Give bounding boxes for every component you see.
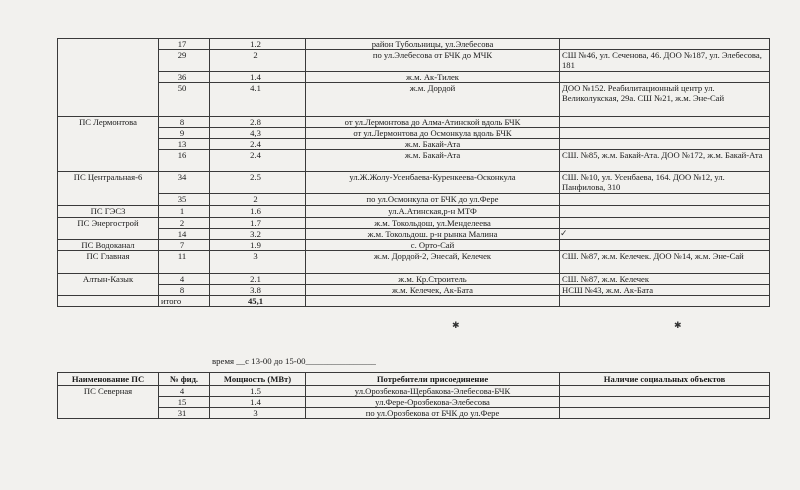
social-objects-cell [560,397,770,408]
ps-name-cell: ПС Северная [58,386,159,419]
ps-name-cell: ПС Главная [58,251,159,274]
table-row [58,194,770,206]
social-objects-cell: СШ. №87, ж.м. Келечек. ДОО №14, ж.м. Эне-Сай [560,251,770,274]
social-objects-cell [560,72,770,83]
fider-cell: 14 [159,229,210,240]
table-row [58,150,770,172]
power-cell: 2.5 [210,172,306,194]
fider-cell: 4 [159,274,210,285]
ps-name-cell: ПС Энергострой [58,218,159,240]
table-row [58,285,770,296]
social-objects-cell [560,218,770,229]
consumers-cell: по ул.Элебесова от БЧК до МЧК [306,50,560,72]
consumers-cell: по ул.Осмонкула от БЧК до ул.Фере [306,194,560,206]
ps-name-cell: ПС Лермонтова [58,117,159,172]
consumers-cell: ж.м. Келечек, Ак-Бата [306,285,560,296]
fider-cell: 16 [159,150,210,172]
header-consumers: Потребители присоединение [306,373,560,386]
total-label: итого [159,296,210,307]
social-objects-cell [560,39,770,50]
fider-cell: 31 [159,408,210,419]
power-cell: 2.8 [210,117,306,128]
fider-cell: 11 [159,251,210,274]
outage-table-main [57,38,770,307]
table-row [58,229,770,240]
social-objects-cell [560,117,770,128]
power-cell: 1.5 [210,386,306,397]
consumers-cell: район Тубольницы, ул.Элебесова [306,39,560,50]
fider-cell: 13 [159,139,210,150]
social-objects-cell: СШ №46, ул. Сеченова, 46. ДОО №187, ул. Элебесова, 181 [560,50,770,72]
ps-name-cell: ПС ГЭС3 [58,206,159,218]
consumers-cell: ж.м. Токольдош. р-н рынка Малина [306,229,560,240]
table-row [58,172,770,194]
total-empty-cell [58,296,159,307]
power-cell: 1.7 [210,218,306,229]
fider-cell: 2 [159,218,210,229]
fider-cell: 36 [159,72,210,83]
total-value: 45,1 [210,296,306,307]
social-objects-cell [560,240,770,251]
consumers-cell: с. Орто-Сай [306,240,560,251]
power-cell: 3 [210,408,306,419]
header-ps-name: Наименование ПС [58,373,159,386]
ps-name-cell: ПС Водоканал [58,240,159,251]
outage-table-second [57,372,770,419]
consumers-cell: ул.Ж.Жолу-Усенбаева-Куренкеева-Осконкула [306,172,560,194]
table-row [58,386,770,397]
ps-name-cell: ПС Центральная-6 [58,172,159,206]
consumers-cell: ул.Фере-Орозбекова-Элебесова [306,397,560,408]
consumers-cell: ж.м. Токольдош, ул.Менделеева [306,218,560,229]
power-cell: 3 [210,251,306,274]
ps-name-cell [58,39,159,117]
pen-mark: ✓ [560,228,568,238]
power-cell: 4,3 [210,128,306,139]
social-objects-cell [560,128,770,139]
total-row [58,296,770,307]
power-cell: 4.1 [210,83,306,117]
header-social: Наличие социальных объектов [560,373,770,386]
consumers-cell: ул.Орозбекова-Щербакова-Элебесова-БЧК [306,386,560,397]
consumers-cell: ж.м. Дордой-2, Энесай, Келечек [306,251,560,274]
table-row [58,408,770,419]
power-cell: 1.6 [210,206,306,218]
power-cell: 2.1 [210,274,306,285]
social-objects-cell [560,139,770,150]
header-power: Мощность (МВт) [210,373,306,386]
consumers-cell: ж.м. Дордой [306,83,560,117]
fider-cell: 8 [159,117,210,128]
social-objects-cell: СШ. №85, ж.м. Бакай-Ата. ДОО №172, ж.м. Бакай-Ата [560,150,770,172]
social-objects-cell: СШ. №87, ж.м. Келечек [560,274,770,285]
power-cell: 1.4 [210,72,306,83]
pen-mark: ✱ [452,320,460,330]
social-objects-cell [560,386,770,397]
social-objects-cell: СШ. №10, ул. Усенбаева, 164. ДОО №12, ул. Панфилова, 310 [560,172,770,194]
consumers-cell: от ул.Лермонтова до Осмонкула вдоль БЧК [306,128,560,139]
table-row [58,139,770,150]
consumers-cell: ж.м. Бакай-Ата [306,139,560,150]
social-objects-cell [560,194,770,206]
power-cell: 3.2 [210,229,306,240]
fider-cell: 15 [159,397,210,408]
social-objects-cell [560,206,770,218]
consumers-cell: ул.А.Атинская,р-н МТФ [306,206,560,218]
table-header-row [58,373,770,386]
table-row [58,206,770,218]
table-row [58,50,770,72]
table-row [58,218,770,229]
table-row [58,397,770,408]
power-cell: 2.4 [210,150,306,172]
power-cell: 2.4 [210,139,306,150]
fider-cell: 17 [159,39,210,50]
consumers-cell: от ул.Лермонтова до Алма-Атинской вдоль БЧК [306,117,560,128]
fider-cell: 34 [159,172,210,194]
table-row [58,240,770,251]
total-empty-cell [560,296,770,307]
fider-cell: 4 [159,386,210,397]
power-cell: 1.4 [210,397,306,408]
power-cell: 3.8 [210,285,306,296]
time-range-text: время __с 13-00 до 15-00________________ [212,356,376,366]
consumers-cell: по ул.Орозбекова от БЧК до ул.Фере [306,408,560,419]
social-objects-cell [560,408,770,419]
social-objects-cell [560,229,770,240]
social-objects-cell: ДОО №152. Реабилитационный центр ул. Великолукская, 29а. СШ №21, ж.м. Эне-Сай [560,83,770,117]
power-cell: 1.9 [210,240,306,251]
fider-cell: 9 [159,128,210,139]
fider-cell: 8 [159,285,210,296]
total-empty-cell [306,296,560,307]
consumers-cell: ж.м. Кр.Строитель [306,274,560,285]
consumers-cell: ж.м. Ак-Тилек [306,72,560,83]
table-row [58,274,770,285]
consumers-cell: ж.м. Бакай-Ата [306,150,560,172]
fider-cell: 35 [159,194,210,206]
pen-mark: ✱ [674,320,682,330]
fider-cell: 50 [159,83,210,117]
table-row [58,251,770,274]
fider-cell: 1 [159,206,210,218]
table-row [58,128,770,139]
power-cell: 1.2 [210,39,306,50]
power-cell: 2 [210,50,306,72]
fider-cell: 29 [159,50,210,72]
header-fider: № фид. [159,373,210,386]
ps-name-cell: Алтын-Казык [58,274,159,296]
table-row [58,39,770,50]
social-objects-cell: НСШ №43, ж.м. Ак-Бата [560,285,770,296]
table-row [58,72,770,83]
table-row [58,117,770,128]
table-row [58,83,770,117]
power-cell: 2 [210,194,306,206]
fider-cell: 7 [159,240,210,251]
